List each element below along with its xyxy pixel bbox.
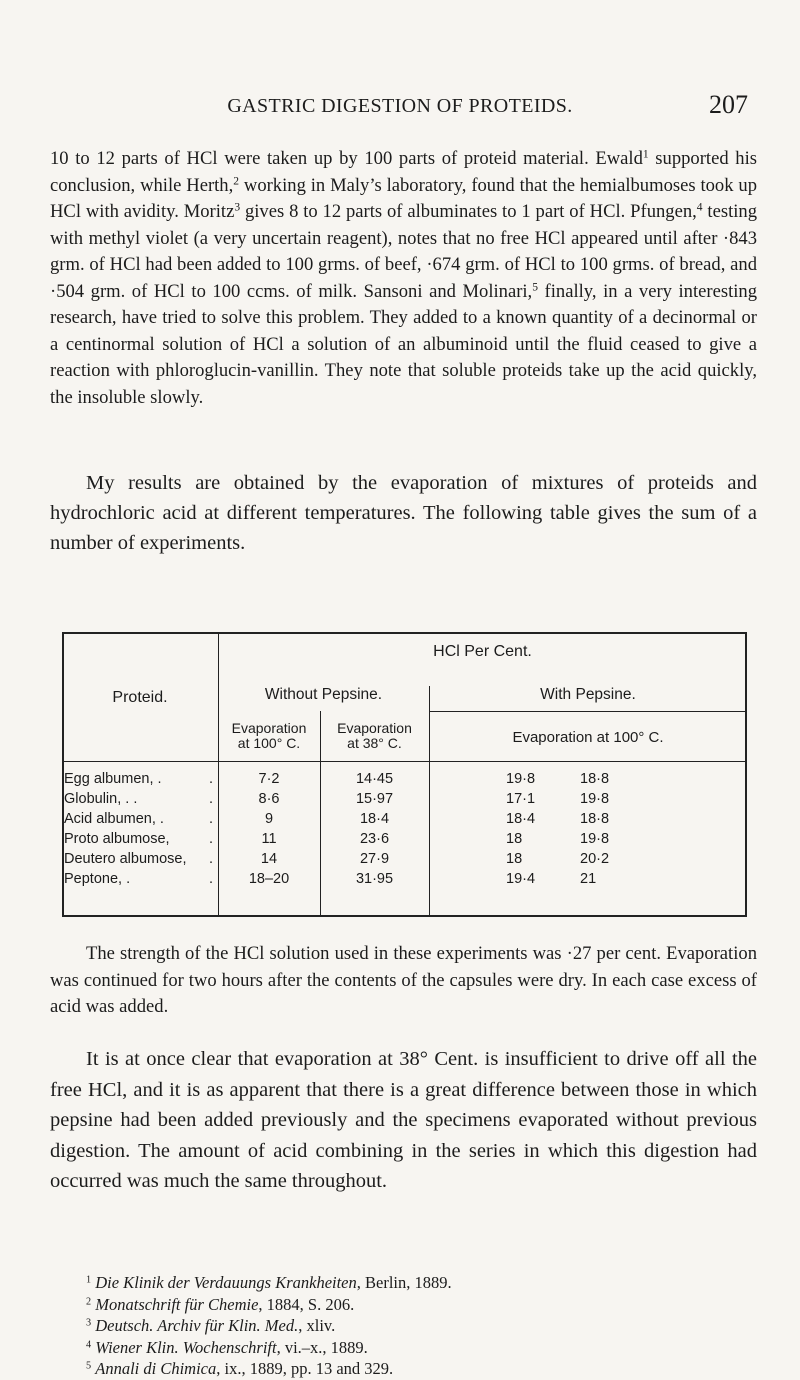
- cell-evap-100: 11: [261, 831, 277, 847]
- cell-evap-38: 27·9: [359, 851, 390, 867]
- footnote: [50, 1337, 757, 1359]
- paragraph-1: 10 to 12 parts of HCl were taken up by 100 parts of proteid material. Ewald$^1$ supported his conclusion, while Herth,$^2$ working in Maly’s laboratory, found that the hemialbumoses took up HCl with avidity. Moritz$^3$ gives 8 to 12 parts of albuminates to 1 part of HCl. Pfungen,$^4$ testing with methyl violet (a very uncertain reagent), notes that no free HCl appeared until after ·843 grm. of HCl had been added to 100 grms. of beef, ·674 grm. of HCl to 100 grms. of bread, and ·504 grm. of HCl to 100 ccms. of milk. Sansoni and Molinari,$^5$ finally, in a very interesting research, have tried to solve this problem. They added to a known quantity of a decinormal or a centinormal solution of HCl a solution of an albuminoid until the fluid ceased to give a reaction with phloroglucin-vanillin. They note that soluble proteids take up the acid quickly, the insoluble slowly.: [50, 148, 758, 408]
- header-evap-100-pepsine: Evaporation at 100° C.: [512, 729, 664, 746]
- cell-evap-100: 9: [264, 811, 274, 827]
- cell-pepsine-2: 18·8: [580, 811, 610, 827]
- row-proteid-name: Acid albumen, .: [64, 811, 164, 827]
- header-without-pepsine: Without Pepsine.: [264, 686, 383, 703]
- footnote-title: Die Klinik der Verdauungs Krankheiten: [95, 1273, 357, 1292]
- footnote: [50, 1294, 757, 1316]
- cell-pepsine-1: 17·1: [506, 791, 536, 807]
- row-leader: .: [209, 791, 214, 807]
- cell-evap-38: 31·95: [355, 871, 394, 887]
- footnote-marker: 2: [86, 1295, 92, 1307]
- header-hcl-per-cent: HCl Per Cent.: [433, 643, 532, 660]
- footnote-title: Monatschrift für Chemie: [95, 1294, 259, 1314]
- cell-evap-100: 14: [260, 851, 278, 867]
- cell-pepsine-2: 19·8: [580, 831, 610, 847]
- header-evap-100: Evaporation at 100° C.: [231, 720, 307, 751]
- paragraph-2: My results are obtained by the evaporation of mixtures of proteids and hydrochloric acid at different temperatures. The following table gives the sum of a number of experiments.: [50, 472, 757, 554]
- row-leader: .: [209, 771, 214, 787]
- cell-evap-38: 15·97: [355, 791, 394, 807]
- paragraph-3: The strength of the HCl solution used in these experiments was ·27 per cent. Evaporation was continued for two hours after the contents of the capsules were dry. In each case excess of acid was added.: [50, 943, 757, 1017]
- table-rule-v3: [429, 686, 430, 917]
- table-border-right: [745, 632, 747, 917]
- cell-evap-38: 14·45: [355, 771, 394, 787]
- footnote-details: , ix., 1889, pp. 13 and 329.: [216, 1359, 394, 1378]
- cell-pepsine-1: 18: [506, 831, 523, 847]
- footnote: [50, 1358, 757, 1380]
- row-leader: .: [209, 871, 214, 887]
- cell-pepsine-2: 21: [580, 871, 597, 887]
- footnote-ref-3[interactable]: 3: [234, 201, 241, 214]
- cell-evap-38: 18·4: [359, 811, 390, 827]
- footnote-details: , Berlin, 1889.: [356, 1273, 452, 1292]
- cell-pepsine-1: 18: [506, 851, 523, 867]
- footnote-ref-2[interactable]: 2: [233, 175, 240, 188]
- running-title: GASTRIC DIGESTION OF PROTEIDS.: [227, 95, 573, 117]
- footnote: [50, 1272, 757, 1294]
- row-proteid-name: Proto albumose,: [64, 831, 170, 847]
- footnote-marker: 4: [86, 1338, 92, 1350]
- header-with-pepsine: With Pepsine.: [540, 686, 636, 703]
- table-border-bottom: [62, 915, 747, 917]
- cell-pepsine-1: 18·4: [506, 811, 536, 827]
- footnote-marker: 1: [86, 1274, 92, 1286]
- paragraph-4: It is at once clear that evaporation at 38° Cent. is insufficient to drive off all the free HCl, and it is as apparent that there is a great difference between those in which pepsine had been added previously and the specimens evaporated without previous digestion. The amount of acid combining in the series in which this digestion had occurred was much the same throughout.: [50, 1048, 757, 1192]
- header-proteid: Proteid.: [112, 689, 168, 706]
- footnote-details: , xliv.: [298, 1316, 336, 1335]
- table-border-top: [62, 632, 747, 634]
- row-proteid-name: Deutero albumose,: [64, 851, 187, 867]
- row-leader: .: [209, 851, 214, 867]
- footnote-details: , vi.–x., 1889.: [276, 1337, 368, 1357]
- header-evap-38: Evaporation at 38° C.: [337, 720, 412, 751]
- cell-evap-100: 7·2: [258, 771, 280, 787]
- footnote: [50, 1315, 757, 1337]
- table-rule-h1: [429, 711, 747, 712]
- row-proteid-name: Globulin, . .: [64, 791, 138, 807]
- footnotes: [50, 1272, 757, 1380]
- cell-evap-38: 23·6: [359, 831, 390, 847]
- footnote-ref-4[interactable]: 4: [696, 201, 703, 214]
- footnote-ref-5[interactable]: 5: [532, 281, 538, 294]
- cell-pepsine-2: 18·8: [580, 771, 610, 787]
- page-number: 207: [709, 90, 748, 119]
- row-leader: .: [209, 831, 214, 847]
- cell-pepsine-2: 20·2: [580, 851, 610, 867]
- results-table: [62, 632, 747, 917]
- footnote-marker: 5: [86, 1360, 92, 1372]
- footnote-marker: 3: [86, 1317, 92, 1329]
- row-proteid-name: Peptone, .: [64, 871, 131, 887]
- table-rule-h2: [62, 761, 747, 762]
- footnote-title: Deutsch. Archiv für Klin. Med.: [95, 1316, 299, 1335]
- cell-pepsine-2: 19·8: [580, 791, 610, 807]
- cell-pepsine-1: 19·8: [506, 771, 536, 787]
- footnote-title: Wiener Klin. Wochenschrift: [95, 1337, 277, 1357]
- cell-evap-100: 8·6: [258, 791, 280, 807]
- cell-pepsine-1: 19·4: [506, 871, 536, 887]
- row-leader: .: [209, 811, 214, 827]
- footnote-title: Annali di Chimica: [95, 1359, 217, 1378]
- footnote-details: , 1884, S. 206.: [258, 1294, 355, 1314]
- footnote-ref-1[interactable]: 1: [642, 148, 649, 161]
- cell-evap-100: 18–20: [248, 871, 290, 887]
- row-proteid-name: Egg albumen, .: [64, 771, 162, 787]
